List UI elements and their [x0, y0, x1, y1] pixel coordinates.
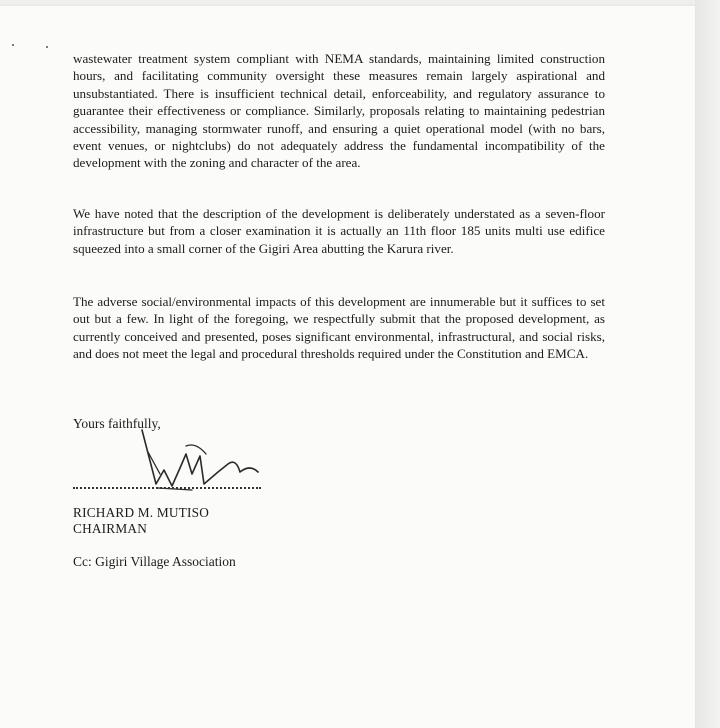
body-paragraph-2: We have noted that the description of the development is deliberately understated as a seven-floor infrastructure but from a closer examination it is actually an 11th floor 185 units multi use edifice squeezed into a small corner of the Gigiri Area abutting the Karura river.	[73, 206, 605, 256]
scan-speck	[12, 44, 14, 46]
signer-title: CHAIRMAN	[73, 521, 147, 536]
closing-salutation: Yours faithfully,	[73, 416, 161, 431]
signer-name: RICHARD M. MUTISO	[73, 505, 210, 520]
body-paragraph-3: The adverse social/environmental impacts of this development are innumerable but it suffices to set out but a few. In light of the foregoing, we respectfully submit that the proposed development, as currently conceived and presented, poses significant environmental, infrastructural, and social risks, and does not meet the legal and procedural thresholds required under the Constitution and EMCA.	[73, 294, 605, 362]
body-paragraph-1: wastewater treatment system compliant with NEMA standards, maintaining limited construction hours, and facilitating community oversight these measures remain largely aspirational and unsubstantiated. There is insufficient technical detail, enforceability, and regulatory assurance to guarantee their effectiveness or compliance. Similarly, proposals relating to maintaining pedestrian accessibility, managing stormwater runoff, and ensuring a quiet operational model (with no bars, event venues, or nightclubs) do not adequately address the fundamental incompatibility of the development with the zoning and character of the area.	[73, 51, 605, 171]
scan-speck	[46, 46, 48, 48]
cc-line: Cc: Gigiri Village Association	[73, 554, 236, 569]
letter-page	[0, 6, 695, 728]
handwritten-signature	[100, 424, 280, 504]
signature-line	[73, 487, 261, 489]
scan-right-edge	[695, 0, 720, 728]
